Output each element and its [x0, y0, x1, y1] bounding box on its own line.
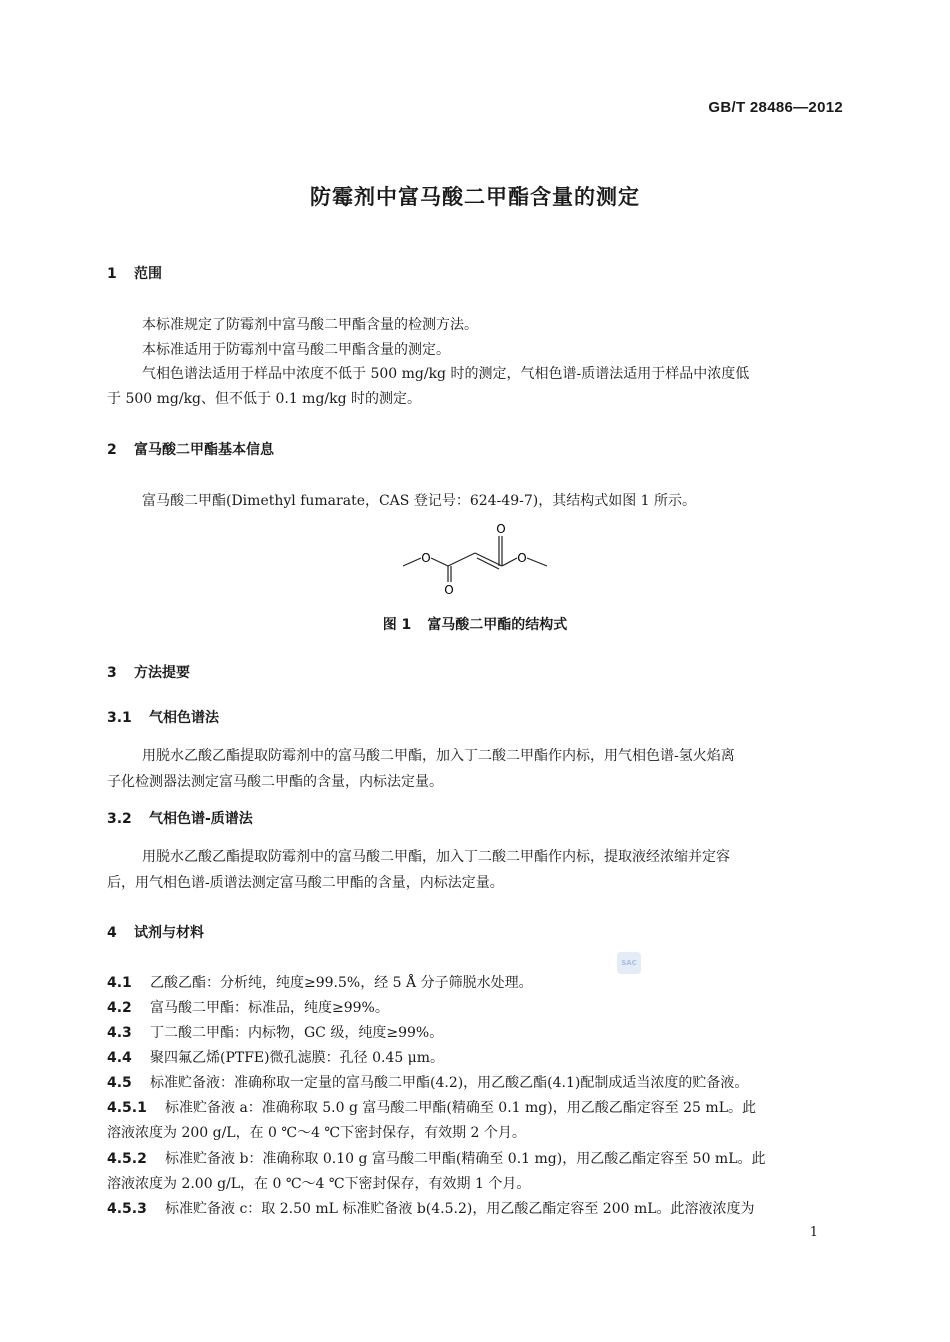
section-number: 3: [107, 665, 117, 681]
item-text: 聚四氟乙烯(PTFE)微孔滤膜：孔径 0.45 μm。: [150, 1050, 445, 1066]
list-item: [107, 1047, 444, 1067]
section-3-heading: [107, 662, 190, 682]
section-4-heading: [107, 922, 204, 942]
oxygen-atom-label: O: [496, 522, 506, 536]
item-number: 4.5.3: [107, 1201, 147, 1217]
section-title: 气相色谱法: [149, 710, 219, 726]
section-number: 3.2: [107, 811, 132, 827]
section-title: 范围: [134, 266, 162, 282]
section-2-heading: [107, 439, 274, 459]
paragraph: 用脱水乙酸乙酯提取防霉剂中的富马酸二甲酯，加入丁二酸二甲酯作内标，提取液经浓缩并定容: [142, 849, 730, 865]
dimethyl-fumarate-structure: [395, 520, 555, 598]
list-item: [107, 997, 389, 1017]
section-number: 4: [107, 925, 117, 941]
standard-code: GB/T 28486—2012: [708, 99, 843, 116]
item-text: 标准贮备液：准确称取一定量的富马酸二甲酯(4.2)，用乙酸乙酯(4.1)配制成适当浓度的贮备液。: [150, 1075, 749, 1091]
document-title: 防霉剂中富马酸二甲酯含量的测定: [310, 185, 640, 209]
section-title: 试剂与材料: [134, 925, 204, 941]
list-item: [107, 1072, 748, 1092]
paragraph: 后，用气相色谱-质谱法测定富马酸二甲酯的含量，内标法定量。: [107, 875, 504, 891]
section-title: 方法提要: [134, 665, 190, 681]
item-text: 乙酸乙酯：分析纯，纯度≥99.5%，经 5 Å 分子筛脱水处理。: [150, 975, 533, 991]
paragraph: 子化检测器法测定富马酸二甲酯的含量，内标法定量。: [107, 774, 443, 790]
item-number: 4.4: [107, 1050, 132, 1066]
paragraph: 于 500 mg/kg、但不低于 0.1 mg/kg 时的测定。: [107, 391, 422, 407]
section-1-heading: [107, 263, 162, 283]
item-number: 4.3: [107, 1025, 132, 1041]
section-3-2-heading: [107, 808, 253, 828]
list-item-continuation: 溶液浓度为 2.00 g/L，在 0 ℃～4 ℃下密封保存，有效期 1 个月。: [107, 1176, 531, 1192]
section-title: 气相色谱-质谱法: [149, 811, 253, 827]
paragraph: 本标准规定了防霉剂中富马酸二甲酯含量的检测方法。: [142, 317, 478, 333]
oxygen-atom-label: O: [444, 583, 454, 597]
item-number: 4.5.1: [107, 1100, 147, 1116]
section-title: 富马酸二甲酯基本信息: [134, 442, 274, 458]
sac-watermark: SAC: [617, 952, 641, 974]
item-text: 富马酸二甲酯：标准品，纯度≥99%。: [150, 1000, 389, 1016]
figure-number: 图 1: [382, 617, 412, 633]
item-number: 4.5.2: [107, 1151, 147, 1167]
item-number: 4.1: [107, 975, 132, 991]
oxygen-atom-label: O: [517, 551, 527, 565]
figure-caption: [0, 614, 950, 634]
paragraph: 本标准适用于防霉剂中富马酸二甲酯含量的测定。: [142, 342, 450, 358]
paragraph: 富马酸二甲酯(Dimethyl fumarate，CAS 登记号：624-49-7)，其结构式如图 1 所示。: [142, 493, 697, 509]
item-number: 4.2: [107, 1000, 132, 1016]
oxygen-atom-label: O: [421, 551, 431, 565]
paragraph: 用脱水乙酸乙酯提取防霉剂中的富马酸二甲酯，加入丁二酸二甲酯作内标，用气相色谱-氢火焰离: [142, 748, 735, 764]
item-text: 标准贮备液 a：准确称取 5.0 g 富马酸二甲酯(精确至 0.1 mg)，用乙酸乙酯定容至 25 mL。此: [165, 1100, 756, 1116]
paragraph: 气相色谱法适用于样品中浓度不低于 500 mg/kg 时的测定，气相色谱-质谱法适用于样品中浓度低: [142, 366, 750, 382]
item-text: 标准贮备液 b：准确称取 0.10 g 富马酸二甲酯(精确至 0.1 mg)，用乙酸乙酯定容至 50 mL。此: [165, 1151, 766, 1167]
page-number: 1: [809, 1225, 818, 1240]
list-item: [107, 972, 533, 992]
list-item: [107, 1148, 766, 1168]
list-item: [107, 1198, 755, 1218]
section-3-1-heading: [107, 707, 219, 727]
list-item: [107, 1097, 756, 1117]
figure-caption-text: 富马酸二甲酯的结构式: [427, 617, 568, 633]
section-number: 2: [107, 442, 117, 458]
list-item-continuation: 溶液浓度为 200 g/L，在 0 ℃～4 ℃下密封保存，有效期 2 个月。: [107, 1125, 526, 1141]
item-number: 4.5: [107, 1075, 132, 1091]
item-text: 标准贮备液 c：取 2.50 mL 标准贮备液 b(4.5.2)，用乙酸乙酯定容至 200 mL。此溶液浓度为: [165, 1201, 755, 1217]
item-text: 丁二酸二甲酯：内标物，GC 级，纯度≥99%。: [150, 1025, 444, 1041]
list-item: [107, 1022, 443, 1042]
section-number: 3.1: [107, 710, 132, 726]
section-number: 1: [107, 266, 117, 282]
